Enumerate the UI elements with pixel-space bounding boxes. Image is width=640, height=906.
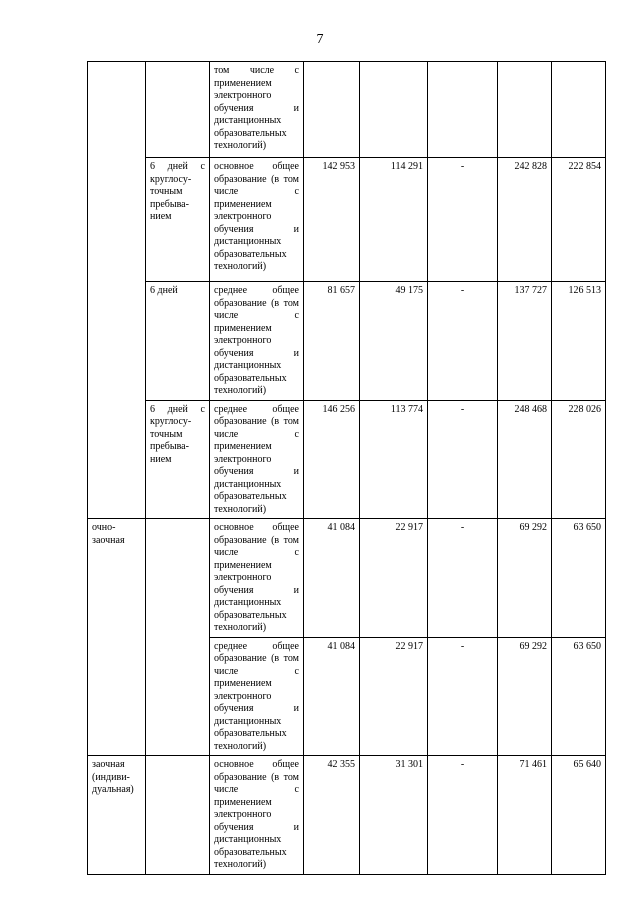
value-cell: 69 292 <box>498 519 552 638</box>
study-form-cell <box>88 400 146 519</box>
value-cell: - <box>428 756 498 875</box>
table-row <box>88 756 606 875</box>
value-cell: 81 657 <box>304 282 360 401</box>
study-form-cell <box>88 282 146 401</box>
schedule-cell <box>146 756 210 875</box>
study-form-cell: очно- заочная <box>88 519 146 638</box>
table-row <box>88 282 606 401</box>
table-row <box>88 400 606 519</box>
value-cell: 49 175 <box>360 282 428 401</box>
schedule-cell: 6 дней <box>146 282 210 401</box>
value-cell: - <box>428 519 498 638</box>
value-cell: 248 468 <box>498 400 552 519</box>
value-cell: - <box>428 158 498 282</box>
value-cell: - <box>428 282 498 401</box>
value-cell: - <box>428 637 498 756</box>
value-cell: 222 854 <box>552 158 606 282</box>
value-cell: 31 301 <box>360 756 428 875</box>
value-cell <box>360 62 428 158</box>
table-row <box>88 158 606 282</box>
schedule-cell <box>146 62 210 158</box>
program-cell: основное общее образование (в том числе с применением электронного обучения и дистанционных образовательных технологий) <box>210 158 304 282</box>
value-cell <box>304 62 360 158</box>
table-row <box>88 637 606 756</box>
value-cell <box>552 62 606 158</box>
value-cell: 63 650 <box>552 637 606 756</box>
value-cell: 41 084 <box>304 519 360 638</box>
schedule-cell <box>146 519 210 638</box>
study-form-cell: заочная (индиви- дуальная) <box>88 756 146 875</box>
study-form-cell <box>88 62 146 158</box>
value-cell: 65 640 <box>552 756 606 875</box>
value-cell <box>498 62 552 158</box>
table-row <box>88 62 606 158</box>
value-cell: 242 828 <box>498 158 552 282</box>
schedule-cell: 6 дней с круглосу- точным пребыва- нием <box>146 400 210 519</box>
program-cell: основное общее образование (в том числе с применением электронного обучения и дистанционных образовательных технологий) <box>210 756 304 875</box>
value-cell <box>428 62 498 158</box>
value-cell: 63 650 <box>552 519 606 638</box>
value-cell: 41 084 <box>304 637 360 756</box>
table-row <box>88 519 606 638</box>
schedule-cell <box>146 637 210 756</box>
value-cell: 22 917 <box>360 519 428 638</box>
value-cell: 22 917 <box>360 637 428 756</box>
study-form-cell <box>88 158 146 282</box>
tuition-table <box>87 61 606 875</box>
value-cell: - <box>428 400 498 519</box>
program-cell: среднее общее образование (в том числе с применением электронного обучения и дистанционных образовательных технологий) <box>210 282 304 401</box>
program-cell: среднее общее образование (в том числе с применением электронного обучения и дистанционных образовательных технологий) <box>210 637 304 756</box>
value-cell: 69 292 <box>498 637 552 756</box>
value-cell: 142 953 <box>304 158 360 282</box>
program-cell: том числе с применением электронного обучения и дистанционных образовательных технологий) <box>210 62 304 158</box>
page-number: 7 <box>316 32 324 47</box>
value-cell: 71 461 <box>498 756 552 875</box>
value-cell: 126 513 <box>552 282 606 401</box>
value-cell: 113 774 <box>360 400 428 519</box>
study-form-cell <box>88 637 146 756</box>
value-cell: 42 355 <box>304 756 360 875</box>
value-cell: 228 026 <box>552 400 606 519</box>
schedule-cell: 6 дней с круглосу- точным пребыва- нием <box>146 158 210 282</box>
program-cell: среднее общее образование (в том числе с применением электронного обучения и дистанционных образовательных технологий) <box>210 400 304 519</box>
value-cell: 137 727 <box>498 282 552 401</box>
value-cell: 114 291 <box>360 158 428 282</box>
value-cell: 146 256 <box>304 400 360 519</box>
program-cell: основное общее образование (в том числе с применением электронного обучения и дистанционных образовательных технологий) <box>210 519 304 638</box>
